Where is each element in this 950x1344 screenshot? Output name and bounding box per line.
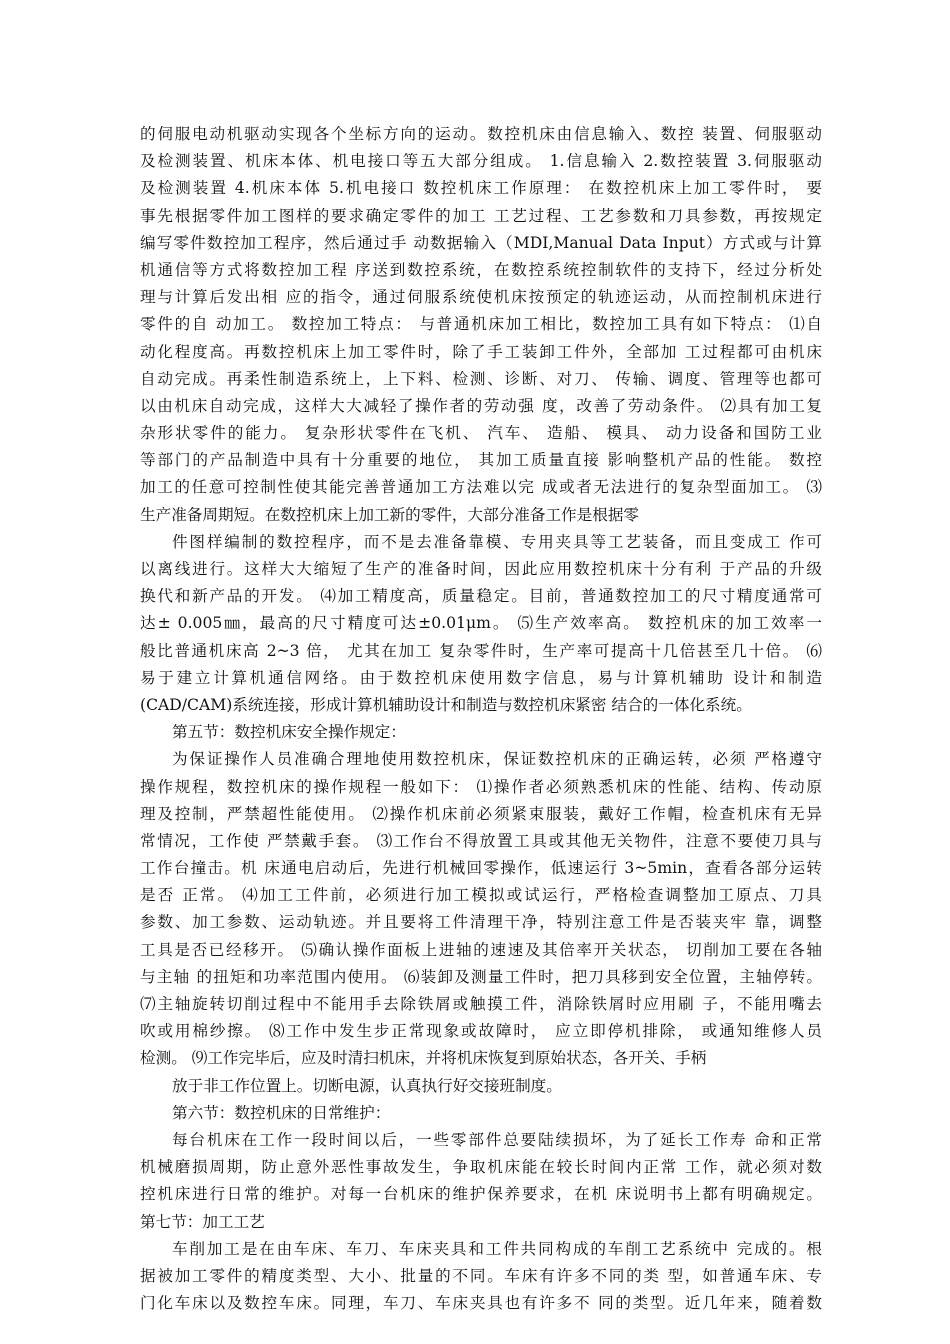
text-line: 理及控制，严禁超性能使用。 ⑵操作机床前必须紧束服装，戴好工作帽，检查机床有无异 <box>140 804 822 823</box>
text-line: 工具是否已经移开。 ⑸确认操作面板上进轴的速速及其倍率开关状态， 切削加工要在各轴 <box>140 940 822 959</box>
text-line: 易于建立计算机通信网络。由于数控机床使用数字信息，易与计算机辅助 设计和制造 <box>140 668 822 687</box>
text-line: 动化程度高。再数控机床上加工零件时，除了手工装卸工件外，全部加 工过程都可由机床 <box>140 342 822 361</box>
text-line: 理与计算后发出相 应的指令，通过伺服系统使机床按预定的轨迹运动，从而控制机床进行 <box>140 288 822 307</box>
text-line: 杂形状零件的能力。 复杂形状零件在飞机、 汽车、 造船、 模具、 动力设备和国防工业 <box>140 424 822 443</box>
text-line: 自动完成。再柔性制造系统上，上下料、检测、诊断、对刀、 传输、调度、管理等也都可 <box>140 369 822 388</box>
text-line: 及检测装置、机床本体、机电接口等五大部分组成。 1.信息输入 2.数控装置 3.伺服驱动 <box>140 152 822 171</box>
text-line: 第七节：加工工艺 <box>140 1212 265 1231</box>
text-line: 是否 正常。 ⑷加工工件前，必须进行加工模拟或试运行，严格检查调整加工原点、刀具 <box>140 886 822 905</box>
text-line: 的伺服电动机驱动实现各个坐标方向的运动。数控机床由信息输入、数控 装置、伺服驱动 <box>140 125 822 143</box>
document-page <box>140 121 822 1317</box>
text-line: 第五节：数控机床安全操作规定： <box>172 723 406 742</box>
text-line: 编写零件数控加工程序，然后通过手 动数据输入（MDI,Manual Data Input）方式或与计算 <box>140 233 822 252</box>
text-line: 第六节：数控机床的日常维护： <box>172 1103 391 1122</box>
text-line: 工作台撞击。机 床通电启动后，先进行机械回零操作，低速运行 3~5min，查看各部分运转 <box>140 859 822 878</box>
text-line: 常情况，工作使 严禁戴手套。 ⑶工作台不得放置工具或其他无关物件，注意不要使刀具与 <box>140 831 822 850</box>
text-line: 与主轴 的扭矩和功率范围内使用。 ⑹装卸及测量工件时，把刀具移到安全位置，主轴停转。 <box>140 967 822 986</box>
text-line: 为保证操作人员准确合理地使用数控机床，保证数控机床的正确运转，必须 严格遵守 <box>172 750 822 769</box>
text-line: 控机床进行日常的维护。对每一台机床的维护保养要求，在机 床说明书上都有明确规定。 <box>140 1185 822 1204</box>
text-line: 吹或用棉纱擦。 ⑻工作中发生步正常现象或故障时， 应立即停机排除， 或通知维修人员 <box>140 1022 822 1041</box>
text-line: 件图样编制的数控程序，而不是去准备靠模、专用夹具等工艺装备，而且变成工 作可 <box>172 532 822 551</box>
text-line: 零件的自 动加工。 数控加工特点： 与普通机床加工相比，数控加工具有如下特点： ⑴自 <box>140 315 822 334</box>
text-line: 门化车床以及数控车床。同理，车刀、车床夹具也有许多不 同的类型。近几年来，随着数 <box>140 1294 822 1313</box>
text-line: 以离线进行。这样大大缩短了生产的准备时间，因此应用数控机床十分有利 于产品的升级 <box>140 560 822 578</box>
text-line: 操作规程，数控机床的操作规程一般如下： ⑴操作者必须熟悉机床的性能、结构、传动原 <box>140 777 822 796</box>
text-line: 达± 0.005㎜，最高的尺寸精度可达±0.01μm。 ⑸生产效率高。 数控机床的加工效率一 <box>140 614 822 633</box>
text-line: 生产准备周期短。在数控机床上加工新的零件，大部分准备工作是根据零 <box>140 505 640 524</box>
text-line: 机通信等方式将数控加工程 序送到数控系统，在数控系统控制软件的支持下，经过分析处 <box>140 260 822 279</box>
text-line: 换代和新产品的开发。 ⑷加工精度高，质量稳定。目前，普通数控加工的尺寸精度通常可 <box>140 587 822 606</box>
text-line: 机械磨损周期，防止意外恶性事故发生，争取机床能在较长时间内正常 工作，就必须对数 <box>140 1158 822 1177</box>
text-line: (CAD/CAM)系统连接，形成计算机辅助设计和制造与数控机床紧密 结合的一体化系统。 <box>140 695 752 714</box>
text-line: 般比普通机床高 2~3 倍， 尤其在加工 复杂零件时，生产率可提高十几倍甚至几十倍。 ⑹ <box>140 641 822 660</box>
text-line: 以由机床自动完成，这样大大减轻了操作者的劳动强 度，改善了劳动条件。 ⑵具有加工复 <box>140 396 822 415</box>
text-line: 参数、加工参数、运动轨迹。并且要将工件清理干净，特别注意工件是否装夹牢 靠，调整 <box>140 913 822 932</box>
text-line: 每台机床在工作一段时间以后，一些零部件总要陆续损坏，为了延长工作寿 命和正常 <box>172 1130 822 1149</box>
text-line: 加工的任意可控制性使其能完善普通加工方法难以完 成或者无法进行的复杂型面加工。 ⑶ <box>140 478 822 497</box>
text-line: 车削加工是在由车床、车刀、车床夹具和工件共同构成的车削工艺系统中 完成的。根 <box>172 1239 822 1258</box>
text-line: 检测。 ⑼工作完毕后，应及时清扫机床，并将机床恢复到原始状态，各开关、手柄 <box>140 1049 707 1068</box>
text-line: 据被加工零件的精度类型、大小、批量的不同。车床有许多不同的类 型，如普通车床、专 <box>140 1266 822 1285</box>
text-line: ⑺主轴旋转切削过程中不能用手去除铁屑或触摸工件，消除铁屑时应用刷 子，不能用嘴去 <box>140 995 822 1013</box>
text-line: 事先根据零件加工图样的要求确定零件的加工 工艺过程、工艺参数和刀具参数，再按规定 <box>140 206 822 225</box>
text-line: 放于非工作位置上。切断电源，认真执行好交接班制度。 <box>172 1076 562 1095</box>
text-line: 等部门的产品制造中具有十分重要的地位， 其加工质量直接 影响整机产品的性能。 数控 <box>140 451 822 470</box>
text-line: 及检测装置 4.机床本体 5.机电接口 数控机床工作原理： 在数控机床上加工零件时， 要 <box>140 179 822 198</box>
